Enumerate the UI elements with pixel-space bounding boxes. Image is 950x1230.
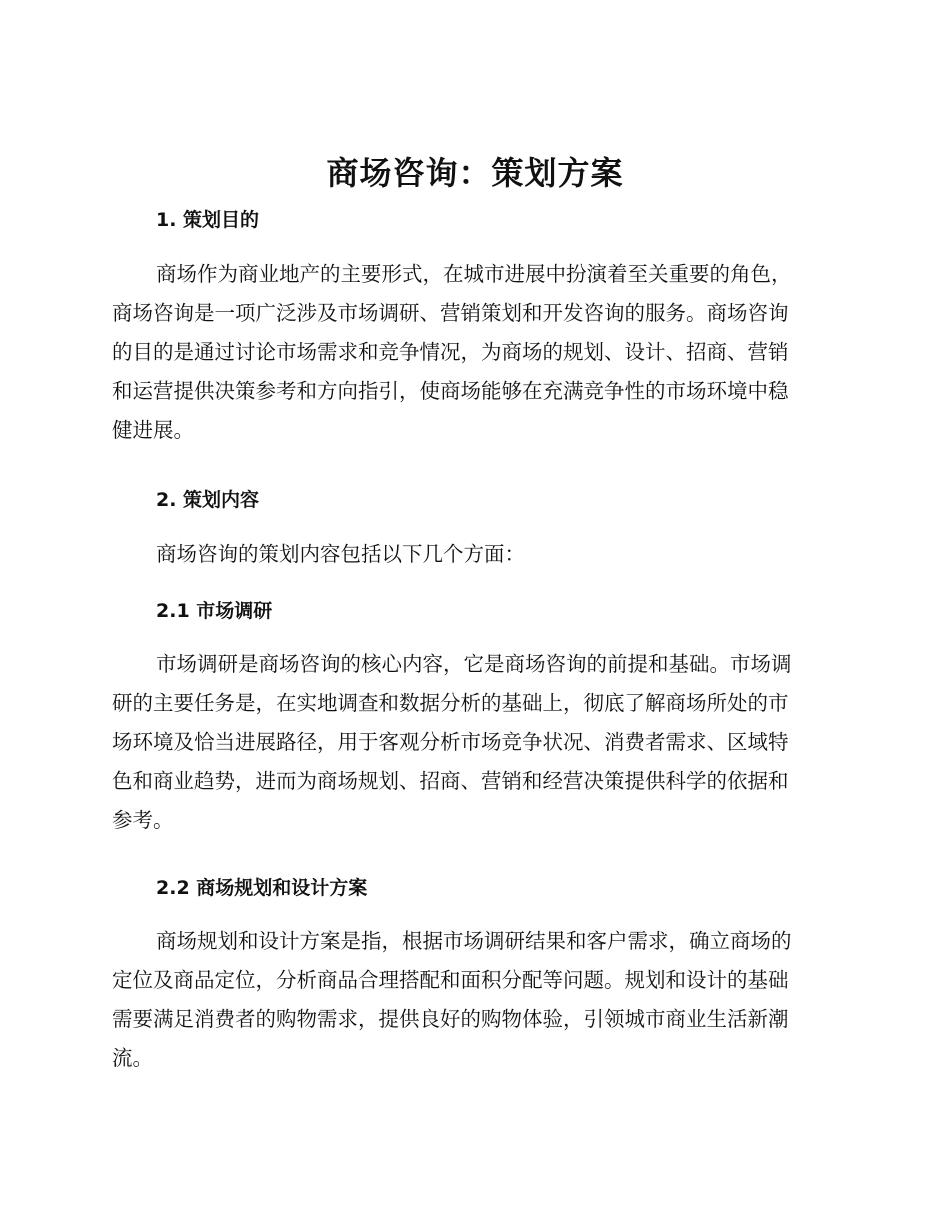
paragraph-line: 流。 [112,1046,153,1070]
document-title: 商场咨询：策划方案 [326,154,624,192]
section-paragraph-1 [112,255,830,450]
paragraph-line: 商场作为商业地产的主要形式，在城市进展中扮演着至关重要的角色， [156,262,792,286]
section-heading-2: 2. 策划内容 [156,489,260,511]
section-heading-2-2: 2.2 商场规划和设计方案 [156,877,368,899]
paragraph-line: 健进展。 [112,418,194,442]
paragraph-line: 参考。 [112,808,174,832]
paragraph-line: 的目的是通过讨论市场需求和竞争情况，为商场的规划、设计、招商、营销 [112,340,789,364]
paragraph-line: 和运营提供决策参考和方向指引，使商场能够在充满竞争性的市场环境中稳 [112,379,789,403]
paragraph-line: 色和商业趋势，进而为商场规划、招商、营销和经营决策提供科学的依据和 [112,769,789,793]
section-paragraph-2-1 [112,645,830,840]
paragraph-line: 场环境及恰当进展路径，用于客观分析市场竞争状况、消费者需求、区域特 [112,730,789,754]
paragraph-line: 商场规划和设计方案是指，根据市场调研结果和客户需求，确立商场的 [156,929,792,953]
paragraph-line: 市场调研是商场咨询的核心内容，它是商场咨询的前提和基础。市场调 [156,652,792,676]
paragraph-line: 商场咨询的策划内容包括以下几个方面： [156,542,525,566]
section-paragraph-2 [112,535,830,574]
paragraph-line: 商场咨询是一项广泛涉及市场调研、营销策划和开发咨询的服务。商场咨询 [112,301,789,325]
section-heading-1: 1. 策划目的 [156,209,260,231]
paragraph-line: 需要满足消费者的购物需求，提供良好的购物体验，引领城市商业生活新潮 [112,1007,789,1031]
paragraph-line: 研的主要任务是，在实地调查和数据分析的基础上，彻底了解商场所处的市 [112,691,789,715]
section-paragraph-2-2 [112,922,830,1078]
paragraph-line: 定位及商品定位，分析商品合理搭配和面积分配等问题。规划和设计的基础 [112,968,789,992]
section-heading-2-1: 2.1 市场调研 [156,600,273,622]
